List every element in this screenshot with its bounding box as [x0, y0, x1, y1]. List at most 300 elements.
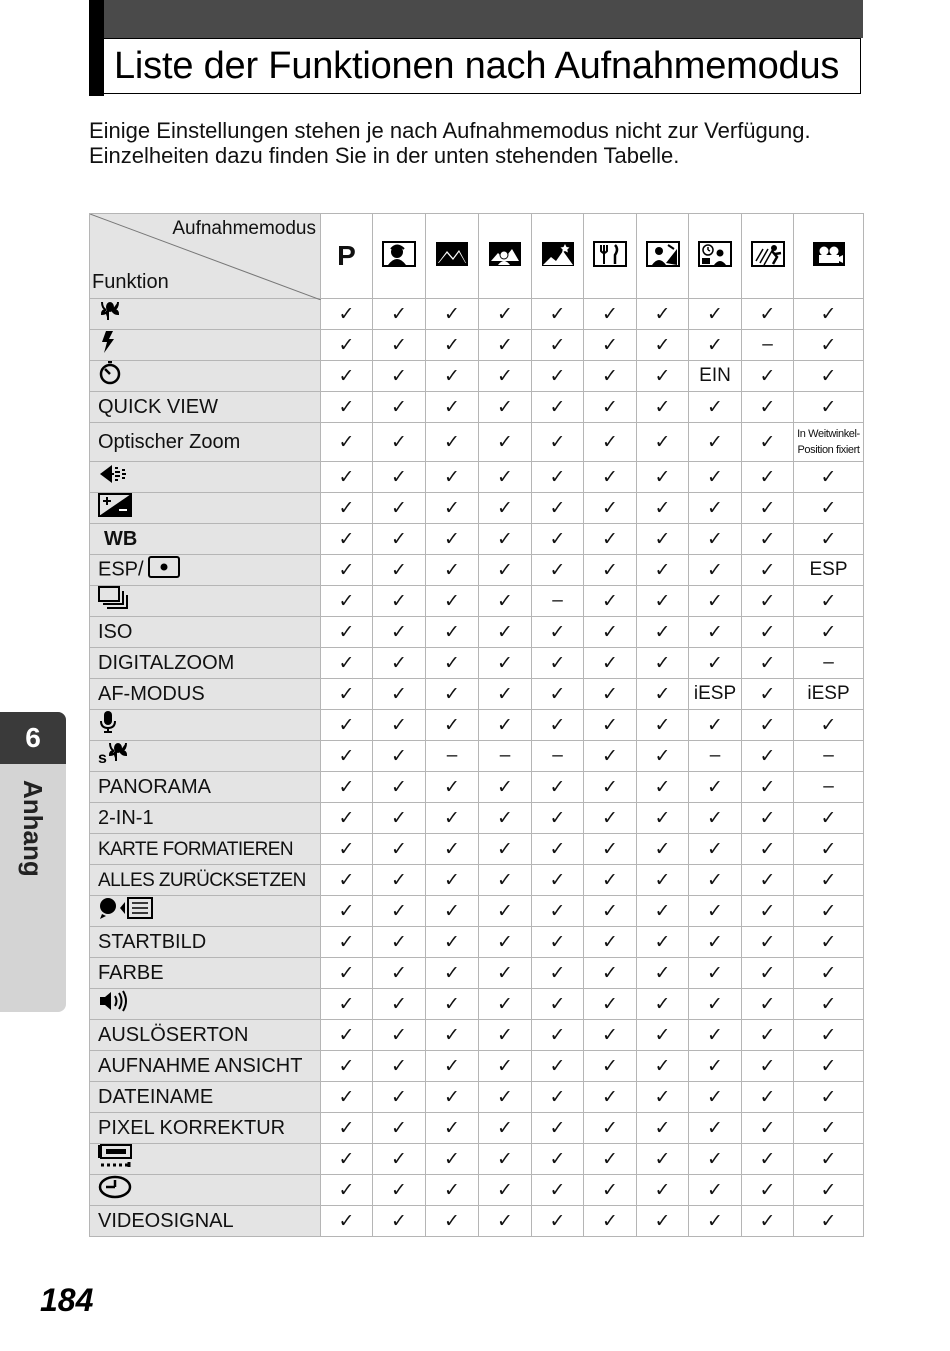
- table-cell: [584, 927, 637, 958]
- table-cell: [321, 1113, 373, 1144]
- table-cell: [532, 710, 584, 741]
- checkmark: ✓: [759, 962, 776, 984]
- language-icon: [98, 896, 154, 926]
- table-row: [90, 1113, 864, 1144]
- image-quality-icon: [98, 463, 132, 491]
- checkmark: ✓: [759, 431, 776, 453]
- table-cell: [321, 772, 373, 803]
- table-cell: [426, 586, 479, 617]
- checkmark: ✓: [497, 807, 513, 829]
- table-cell: [426, 741, 479, 772]
- checkmark: ✓: [338, 683, 355, 705]
- table-cell: [637, 361, 689, 392]
- checkmark: ✓: [549, 993, 566, 1015]
- table-cell: [532, 772, 584, 803]
- checkmark: ✓: [707, 466, 723, 488]
- checkmark: ✓: [338, 931, 355, 953]
- table-cell: [532, 1144, 584, 1175]
- self-portrait-scene-icon: [646, 241, 680, 272]
- table-row: [90, 493, 864, 524]
- table-cell: [426, 493, 479, 524]
- checkmark: ✓: [444, 714, 460, 736]
- checkmark: ✓: [759, 1055, 776, 1077]
- table-cell: [584, 1113, 637, 1144]
- table-cell: [584, 423, 637, 462]
- checkmark: ✓: [759, 1148, 776, 1170]
- checkmark: ✓: [338, 962, 355, 984]
- checkmark: ✓: [654, 1086, 671, 1108]
- table-cell: [742, 865, 794, 896]
- table-cell: [532, 392, 584, 423]
- table-cell: [321, 555, 373, 586]
- table-cell: [742, 1113, 794, 1144]
- table-cell: [373, 865, 426, 896]
- table-cell: [689, 493, 742, 524]
- table-cell: [373, 772, 426, 803]
- checkmark: ✓: [654, 334, 671, 356]
- self-timer-icon: [98, 361, 122, 391]
- table-cell: [373, 1113, 426, 1144]
- checkmark: ✓: [338, 900, 355, 922]
- table-cell: [584, 1175, 637, 1206]
- checkmark: ✓: [549, 1179, 566, 1201]
- table-cell: [479, 1020, 532, 1051]
- checkmark: ✓: [391, 590, 407, 612]
- table-cell: [689, 1144, 742, 1175]
- table-cell: [689, 958, 742, 989]
- checkmark: ✓: [549, 1024, 566, 1046]
- checkmark: ✓: [497, 1179, 513, 1201]
- table-cell: [373, 586, 426, 617]
- function-label: FARBE: [98, 961, 164, 984]
- checkmark: ✓: [654, 714, 671, 736]
- not-available-dash: –: [823, 776, 834, 797]
- checkmark: ✓: [444, 838, 460, 860]
- checkmark: ✓: [497, 931, 513, 953]
- table-cell: [794, 772, 864, 803]
- table-cell: [373, 1082, 426, 1113]
- cell-value: iESP: [693, 683, 737, 704]
- checkmark: ✓: [759, 993, 776, 1015]
- table-cell: [532, 741, 584, 772]
- checkmark: ✓: [391, 1086, 407, 1108]
- table-cell: [479, 299, 532, 330]
- table-cell: [689, 1206, 742, 1237]
- checkmark: ✓: [497, 993, 513, 1015]
- checkmark: ✓: [444, 466, 460, 488]
- checkmark: ✓: [497, 900, 513, 922]
- checkmark: ✓: [707, 1210, 723, 1232]
- table-cell: [321, 1082, 373, 1113]
- table-cell: [742, 330, 794, 361]
- not-available-dash: –: [552, 590, 563, 611]
- table-cell: [794, 617, 864, 648]
- checkmark: ✓: [759, 931, 776, 953]
- checkmark: ✓: [759, 1086, 776, 1108]
- checkmark: ✓: [549, 962, 566, 984]
- table-cell: [637, 1113, 689, 1144]
- checkmark: ✓: [759, 714, 776, 736]
- exposure-compensation-icon: [98, 493, 132, 523]
- table-row: [90, 772, 864, 803]
- checkmark: ✓: [391, 776, 407, 798]
- function-name-cell: [90, 710, 321, 741]
- table-cell: [321, 834, 373, 865]
- table-cell: [321, 648, 373, 679]
- table-cell: [373, 462, 426, 493]
- function-name-cell: [90, 958, 321, 989]
- checkmark: ✓: [444, 396, 460, 418]
- checkmark: ✓: [391, 621, 407, 643]
- table-cell: [794, 896, 864, 927]
- checkmark: ✓: [820, 621, 837, 643]
- function-label: VIDEOSIGNAL: [98, 1209, 234, 1232]
- table-cell: [532, 803, 584, 834]
- table-cell: [794, 1113, 864, 1144]
- table-row: [90, 586, 864, 617]
- checkmark: ✓: [759, 1179, 776, 1201]
- checkmark: ✓: [338, 1024, 355, 1046]
- table-cell: [689, 555, 742, 586]
- table-cell: [321, 896, 373, 927]
- mode-header-3: [479, 214, 532, 299]
- table-cell: [479, 617, 532, 648]
- table-cell: [532, 617, 584, 648]
- table-row: [90, 989, 864, 1020]
- not-available-dash: –: [823, 745, 834, 766]
- checkmark: ✓: [654, 1024, 671, 1046]
- table-cell: [373, 741, 426, 772]
- table-cell: [532, 299, 584, 330]
- table-row: [90, 392, 864, 423]
- table-cell: [426, 617, 479, 648]
- table-cell: [479, 392, 532, 423]
- microphone-icon: [98, 710, 118, 740]
- checkmark: ✓: [391, 900, 407, 922]
- table-row: [90, 361, 864, 392]
- checkmark: ✓: [338, 396, 355, 418]
- table-row: [90, 330, 864, 361]
- checkmark: ✓: [602, 807, 618, 829]
- table-cell: [794, 423, 864, 462]
- checkmark: ✓: [707, 1148, 723, 1170]
- table-cell: [426, 423, 479, 462]
- checkmark: ✓: [549, 931, 566, 953]
- table-cell: [479, 1175, 532, 1206]
- table-cell: [373, 524, 426, 555]
- table-cell: [584, 834, 637, 865]
- checkmark: ✓: [338, 838, 355, 860]
- checkmark: ✓: [707, 334, 723, 356]
- checkmark: ✓: [391, 652, 407, 674]
- table-cell: [794, 1020, 864, 1051]
- checkmark: ✓: [391, 683, 407, 705]
- table-cell: [637, 772, 689, 803]
- checkmark: ✓: [602, 396, 618, 418]
- checkmark: ✓: [759, 590, 776, 612]
- checkmark: ✓: [444, 528, 460, 550]
- table-cell: [426, 392, 479, 423]
- table-row: [90, 679, 864, 710]
- table-cell: [321, 710, 373, 741]
- checkmark: ✓: [654, 776, 671, 798]
- mode-axis-label: Aufnahmemodus: [172, 218, 316, 239]
- checkmark: ✓: [549, 1210, 566, 1232]
- table-cell: [637, 679, 689, 710]
- title-accent-block: [89, 0, 104, 96]
- table-cell: [637, 803, 689, 834]
- table-cell: [426, 299, 479, 330]
- checkmark: ✓: [707, 962, 723, 984]
- table-cell: [689, 524, 742, 555]
- function-label: ALLES ZURÜCKSETZEN: [98, 869, 306, 891]
- table-cell: [794, 1144, 864, 1175]
- table-cell: [532, 462, 584, 493]
- table-cell: [794, 1175, 864, 1206]
- checkmark: ✓: [654, 807, 671, 829]
- table-cell: [689, 772, 742, 803]
- table-cell: [637, 1082, 689, 1113]
- table-cell: [794, 1051, 864, 1082]
- table-cell: [532, 865, 584, 896]
- function-name-cell: [90, 330, 321, 361]
- table-cell: [794, 330, 864, 361]
- table-cell: [794, 927, 864, 958]
- checkmark: ✓: [654, 559, 671, 581]
- table-cell: [794, 865, 864, 896]
- checkmark: ✓: [444, 776, 460, 798]
- checkmark: ✓: [707, 621, 723, 643]
- table-cell: [584, 493, 637, 524]
- table-cell: [742, 679, 794, 710]
- table-row: [90, 741, 864, 772]
- macro-icon: [98, 300, 122, 328]
- super-macro-icon: [98, 741, 128, 771]
- table-cell: [321, 1020, 373, 1051]
- checkmark: ✓: [707, 396, 723, 418]
- table-cell: [426, 1020, 479, 1051]
- table-cell: [742, 834, 794, 865]
- table-cell: [532, 1206, 584, 1237]
- table-row: [90, 299, 864, 330]
- table-cell: [794, 834, 864, 865]
- checkmark: ✓: [549, 528, 566, 550]
- table-cell: [479, 330, 532, 361]
- checkmark: ✓: [444, 931, 460, 953]
- checkmark: ✓: [654, 396, 671, 418]
- table-cell: [321, 1175, 373, 1206]
- checkmark: ✓: [820, 466, 837, 488]
- table-cell: [689, 648, 742, 679]
- table-cell: [637, 462, 689, 493]
- checkmark: ✓: [338, 1210, 355, 1232]
- checkmark: ✓: [444, 497, 460, 519]
- monitor-brightness-icon: [98, 1144, 134, 1174]
- checkmark: ✓: [338, 590, 355, 612]
- table-corner-header: [90, 214, 321, 299]
- checkmark: ✓: [549, 1148, 566, 1170]
- mode-header-2: [426, 214, 479, 299]
- checkmark: ✓: [338, 303, 355, 325]
- checkmark: ✓: [820, 334, 837, 356]
- table-cell: [742, 361, 794, 392]
- table-cell: [584, 741, 637, 772]
- night-scene-icon: [541, 241, 575, 272]
- function-name-cell: [90, 648, 321, 679]
- table-cell: [689, 803, 742, 834]
- checkmark: ✓: [654, 1148, 671, 1170]
- checkmark: ✓: [602, 559, 618, 581]
- table-cell: [742, 648, 794, 679]
- table-cell: [689, 462, 742, 493]
- table-cell: [637, 896, 689, 927]
- table-cell: [637, 741, 689, 772]
- not-available-dash: –: [552, 745, 563, 766]
- checkmark: ✓: [549, 652, 566, 674]
- checkmark: ✓: [602, 334, 618, 356]
- function-label: PIXEL KORREKTUR: [98, 1116, 286, 1139]
- checkmark: ✓: [654, 652, 671, 674]
- function-name-cell: [90, 586, 321, 617]
- table-cell: [637, 989, 689, 1020]
- table-cell: [689, 927, 742, 958]
- checkmark: ✓: [820, 869, 837, 891]
- checkmark: ✓: [497, 1210, 513, 1232]
- function-name-cell: [90, 1175, 321, 1206]
- checkmark: ✓: [759, 303, 776, 325]
- table-cell: [426, 989, 479, 1020]
- table-cell: [373, 617, 426, 648]
- checkmark: ✓: [549, 303, 566, 325]
- checkmark: ✓: [549, 683, 566, 705]
- table-cell: [426, 1113, 479, 1144]
- checkmark: ✓: [338, 497, 355, 519]
- table-cell: [584, 330, 637, 361]
- table-cell: [426, 524, 479, 555]
- table-cell: [373, 834, 426, 865]
- checkmark: ✓: [654, 962, 671, 984]
- table-cell: [321, 741, 373, 772]
- svg-text:s: s: [98, 750, 107, 765]
- table-cell: [373, 989, 426, 1020]
- table-cell: [321, 958, 373, 989]
- checkmark: ✓: [338, 993, 355, 1015]
- function-name-cell: [90, 423, 321, 462]
- table-cell: [373, 679, 426, 710]
- checkmark: ✓: [707, 1179, 723, 1201]
- checkmark: ✓: [759, 559, 776, 581]
- mode-header-0: [321, 214, 373, 299]
- table-row: [90, 524, 864, 555]
- checkmark: ✓: [497, 303, 513, 325]
- function-label: DIGITALZOOM: [98, 651, 235, 674]
- table-cell: [532, 679, 584, 710]
- cell-value: iESP: [807, 683, 850, 704]
- table-row: [90, 1144, 864, 1175]
- table-cell: [742, 524, 794, 555]
- checkmark: ✓: [820, 1086, 837, 1108]
- table-cell: [373, 1051, 426, 1082]
- table-cell: [373, 803, 426, 834]
- checkmark: ✓: [707, 652, 723, 674]
- page-title: Liste der Funktionen nach Aufnahmemodus: [114, 44, 840, 87]
- table-cell: [637, 1051, 689, 1082]
- table-cell: [373, 896, 426, 927]
- checkmark: ✓: [549, 869, 566, 891]
- checkmark: ✓: [444, 303, 460, 325]
- table-cell: [584, 1020, 637, 1051]
- table-cell: [689, 989, 742, 1020]
- movie-mode-icon: [812, 241, 846, 272]
- table-cell: [584, 989, 637, 1020]
- cell-value: EIN: [699, 365, 731, 386]
- table-cell: [584, 958, 637, 989]
- table-row: [90, 865, 864, 896]
- table-cell: [637, 1175, 689, 1206]
- checkmark: ✓: [654, 869, 671, 891]
- checkmark: ✓: [444, 807, 460, 829]
- checkmark: ✓: [444, 993, 460, 1015]
- table-cell: [321, 392, 373, 423]
- table-cell: [794, 710, 864, 741]
- table-cell: [479, 772, 532, 803]
- table-cell: [479, 741, 532, 772]
- table-cell: [479, 679, 532, 710]
- table-cell: [532, 834, 584, 865]
- table-cell: [321, 330, 373, 361]
- function-name-cell: [90, 1020, 321, 1051]
- checkmark: ✓: [391, 869, 407, 891]
- checkmark: ✓: [549, 334, 566, 356]
- spot-metering-icon: [148, 556, 180, 584]
- table-cell: [479, 710, 532, 741]
- table-cell: [373, 648, 426, 679]
- checkmark: ✓: [444, 683, 460, 705]
- table-cell: [637, 555, 689, 586]
- checkmark: ✓: [820, 1055, 837, 1077]
- table-cell: [742, 392, 794, 423]
- function-name-cell: [90, 679, 321, 710]
- checkmark: ✓: [497, 869, 513, 891]
- table-cell: [532, 927, 584, 958]
- checkmark: ✓: [602, 993, 618, 1015]
- checkmark: ✓: [654, 900, 671, 922]
- checkmark: ✓: [602, 431, 618, 453]
- table-cell: [689, 361, 742, 392]
- function-label: 2-IN-1: [98, 806, 154, 829]
- checkmark: ✓: [391, 303, 407, 325]
- checkmark: ✓: [759, 838, 776, 860]
- table-cell: [373, 1206, 426, 1237]
- checkmark: ✓: [391, 931, 407, 953]
- portrait-scene-icon: [382, 241, 416, 272]
- checkmark: ✓: [497, 1055, 513, 1077]
- function-name-cell: [90, 803, 321, 834]
- table-cell: [584, 555, 637, 586]
- checkmark: ✓: [497, 962, 513, 984]
- table-cell: [532, 586, 584, 617]
- checkmark: ✓: [338, 776, 355, 798]
- table-cell: [321, 617, 373, 648]
- table-cell: [637, 958, 689, 989]
- function-label: PANORAMA: [98, 775, 211, 798]
- checkmark: ✓: [707, 1117, 723, 1139]
- checkmark: ✓: [820, 396, 837, 418]
- table-cell: [794, 524, 864, 555]
- table-cell: [479, 648, 532, 679]
- checkmark: ✓: [820, 807, 837, 829]
- function-name-cell: [90, 299, 321, 330]
